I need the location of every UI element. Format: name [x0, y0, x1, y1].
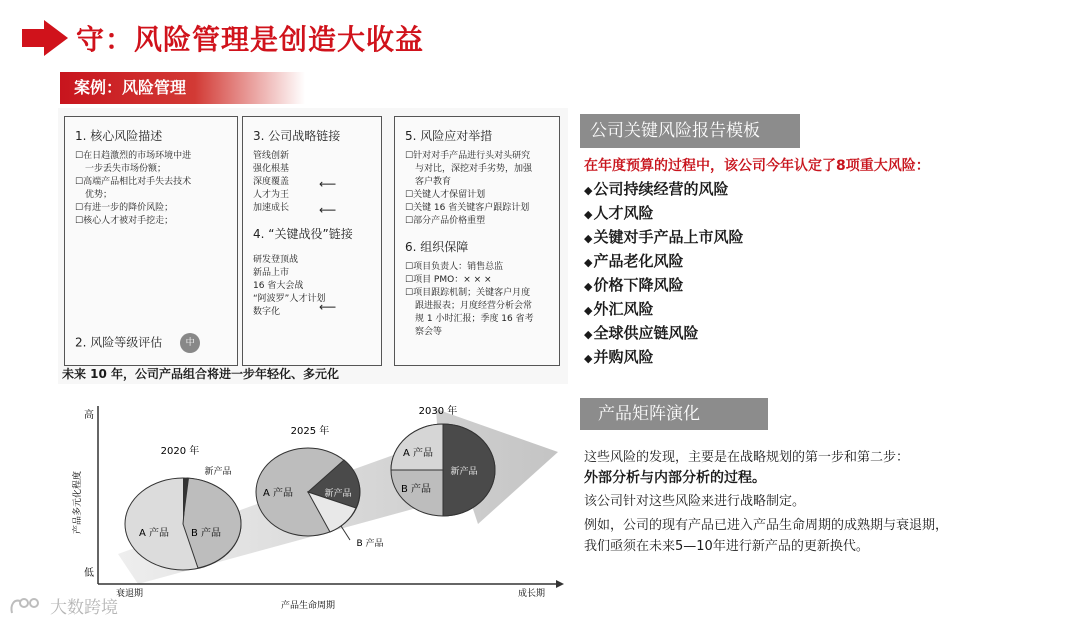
diamond-bullet-icon: ◆	[584, 256, 593, 269]
strategy-link-heading: 3. 公司战略链接	[253, 129, 341, 143]
risk-level-badge: 中	[180, 333, 200, 353]
list-item	[584, 274, 743, 298]
diamond-bullet-icon: ◆	[584, 280, 593, 293]
paragraph: 这些风险的发现，主要是在战略规划的第一步和第二步：	[584, 450, 910, 465]
y-top-label: 高	[84, 410, 94, 421]
watermark-text: 大数跨境	[50, 598, 118, 618]
risk-line: ☐有进一步的降价风险；	[75, 203, 174, 213]
year-2020-label: 2020 年	[160, 446, 200, 457]
pie-2030-new-label: 新产品	[450, 467, 478, 477]
product-matrix-diagram	[58, 384, 568, 613]
left-arrow-icon: ⟵	[319, 300, 337, 314]
battle-line: 16 省大会战	[253, 281, 304, 291]
paragraph: 例如，公司的现有产品已进入产品生命周期的成熟期与衰退期，	[584, 518, 949, 533]
diamond-bullet-icon: ◆	[584, 232, 593, 245]
list-item	[584, 346, 743, 370]
pie-2025-b-label: B 产品	[356, 539, 384, 549]
risk-response-heading: 5. 风险应对举措	[405, 129, 493, 143]
list-item	[584, 250, 743, 274]
risk-item-text: 产品老化风险	[593, 252, 684, 270]
watermark	[8, 593, 118, 618]
org-guarantee-heading: 6. 组织保障	[405, 240, 469, 254]
brand-logo-icon	[8, 595, 46, 617]
left-arrow-icon: ⟵	[319, 203, 337, 217]
battle-line: “阿波罗”人才计划	[253, 294, 326, 304]
risk-line: 优势；	[85, 190, 113, 200]
battle-line: 新品上市	[253, 268, 290, 278]
risk-line: ☐在日趋激烈的市场环境中进	[75, 151, 192, 161]
pie-2020-new-label: 新产品	[204, 467, 232, 477]
strategy-line: 管线创新	[253, 151, 290, 161]
risk-line: ☐核心人才被对手挖走；	[75, 216, 174, 226]
org-line: ☐项目负责人：销售总监	[405, 262, 504, 272]
future-caption: 未来 10 年，公司产品组合将进一步年轻化、多元化	[62, 367, 340, 381]
pie-2030-b-label: B 产品	[400, 484, 432, 495]
list-item	[584, 202, 743, 226]
risk-line: 一步丢失市场份额；	[85, 164, 167, 174]
risk-item-text: 关键对手产品上市风险	[593, 228, 744, 246]
response-line: ☐关键人才保留计划	[405, 190, 486, 200]
case-label: 案例：风险管理	[60, 72, 305, 104]
diamond-bullet-icon: ◆	[584, 208, 593, 221]
risk-intro-text: 在年度预算的过程中，该公司今年认定了8项重大风险：	[584, 158, 930, 174]
strategy-line: 深度覆盖	[253, 177, 290, 187]
year-2030-label: 2030 年	[418, 406, 458, 417]
strategy-link-box	[242, 116, 382, 366]
paragraph-emphasis: 外部分析与内部分析的过程。	[584, 470, 766, 486]
y-bottom-label: 低	[84, 568, 94, 579]
org-line: ☐项目 PMO：× × ×	[405, 275, 492, 285]
list-item	[584, 178, 743, 202]
org-line: ☐项目跟踪机制；关键客户月度	[405, 288, 531, 298]
battle-line: 研发登顶战	[253, 255, 299, 265]
battle-link-heading: 4. “关键战役”链接	[253, 227, 353, 241]
list-item	[584, 298, 743, 322]
core-risk-heading: 1. 核心风险描述	[75, 129, 163, 143]
battle-line: 数字化	[253, 307, 281, 317]
diamond-bullet-icon: ◆	[584, 184, 593, 197]
org-line: 跟进报表；月度经营分析会常	[415, 301, 533, 311]
pie-2025-a-label: A 产品	[262, 488, 294, 499]
list-item	[584, 322, 743, 346]
response-line: 与对比，深挖对手劣势，加强	[415, 164, 533, 174]
list-item	[584, 226, 743, 250]
y-axis-label: 产品多元化程度	[73, 470, 83, 534]
pie-2030-a-label: A 产品	[402, 448, 434, 459]
risk-item-text: 人才风险	[593, 204, 654, 222]
right-arrow-icon	[22, 20, 68, 56]
strategy-line: 加速成长	[253, 203, 290, 213]
risk-report-template-label: 公司关键风险报告模板	[580, 114, 800, 148]
pie-2020-a-label: A 产品	[138, 528, 170, 539]
response-line: ☐部分产品价格重塑	[405, 216, 486, 226]
risk-item-text: 并购风险	[593, 348, 654, 366]
response-line: ☐关键 16 省关键客户跟踪计划	[405, 203, 530, 213]
risk-item-text: 全球供应链风险	[593, 324, 699, 342]
pie-2025-new-label: 新产品	[324, 489, 352, 499]
risk-response-box	[394, 116, 560, 366]
risk-level-row	[75, 333, 200, 353]
x-axis-label: 产品生命周期	[280, 601, 336, 611]
left-arrow-icon: ⟵	[319, 177, 337, 191]
strategy-line: 人才为王	[253, 190, 290, 200]
diamond-bullet-icon: ◆	[584, 304, 593, 317]
risk-item-text: 外汇风险	[593, 300, 654, 318]
product-matrix-label: 产品矩阵演化	[580, 398, 768, 430]
paragraph: 我们亟须在未来5—10年进行新产品的更新换代。	[584, 539, 869, 554]
diamond-bullet-icon: ◆	[584, 328, 593, 341]
diamond-bullet-icon: ◆	[584, 352, 593, 365]
risk-item-text: 公司持续经营的风险	[593, 180, 729, 198]
case-scan-image	[58, 108, 568, 613]
x-right-label: 成长期	[518, 589, 546, 599]
org-line: 察会等	[415, 327, 443, 337]
response-line: ☐针对对手产品进行头对头研究	[405, 151, 531, 161]
x-left-label: 衰退期	[116, 589, 144, 599]
response-line: 客户教育	[415, 177, 452, 187]
paragraph: 该公司针对这些风险来进行战略制定。	[584, 494, 806, 509]
page-title: 守：风险管理是创造大收益	[76, 23, 425, 56]
risk-line: ☐高端产品相比对手失去技术	[75, 177, 192, 187]
strategy-line: 强化根基	[253, 164, 290, 174]
org-line: 规 1 小时汇报；季度 16 省考	[415, 314, 534, 324]
risk-level-heading: 2. 风险等级评估	[75, 335, 163, 350]
core-risk-box	[64, 116, 238, 366]
risk-item-text: 价格下降风险	[593, 276, 684, 294]
year-2025-label: 2025 年	[290, 426, 330, 437]
risk-list	[584, 178, 743, 370]
pie-2020-b-label: B 产品	[190, 528, 222, 539]
